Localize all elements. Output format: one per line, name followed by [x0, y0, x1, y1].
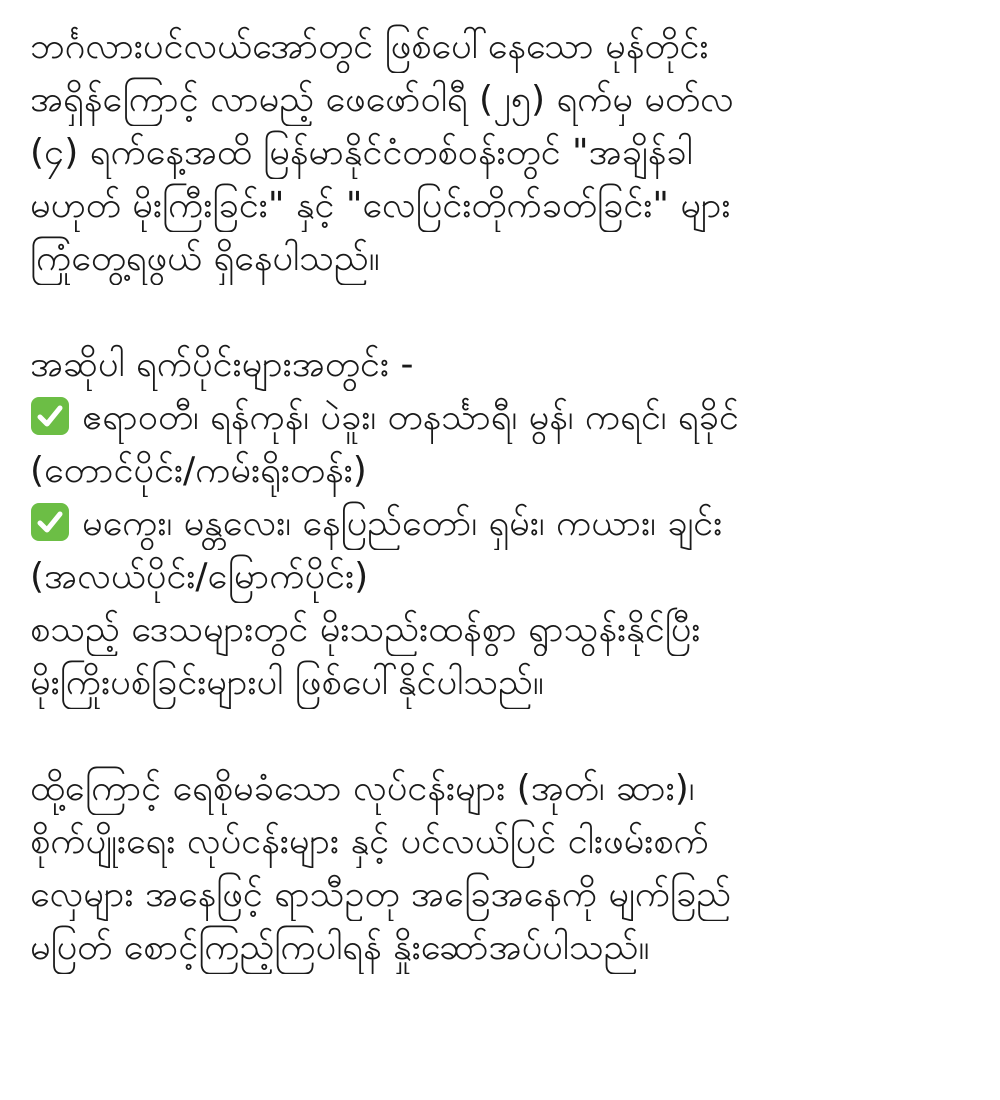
- paragraph-2-line-2: မိုးကြိုးပစ်ခြင်းများပါ ဖြစ်ပေါ်နိုင်ပါသည်။: [30, 662, 544, 703]
- region-area-north: (အလယ်ပိုင်း/မြောက်ပိုင်း): [30, 556, 369, 597]
- paragraph-spacer: [30, 709, 970, 762]
- paragraph-3-line-2: စိုက်ပျိုးရေး လုပ်ငန်းများ နှင့် ပင်လယ်ပြင် ငါးဖမ်းစက်: [30, 821, 709, 862]
- paragraph-1-line-2: အရှိန်ကြောင့် လာမည့် ဖေဖော်ဝါရီ (၂၅) ရက်မှ မတ်လ: [30, 79, 734, 120]
- paragraph-1-line-4: မဟုတ် မိုးကြီးခြင်း" နှင့် "လေပြင်းတိုက်ခတ်ခြင်း" များ: [30, 185, 731, 226]
- paragraph-spacer: [30, 285, 970, 338]
- paragraph-1-line-1: ဘင်္ဂလားပင်လယ်အော်တွင် ဖြစ်ပေါ်နေသော မုန်တိုင်း: [30, 26, 709, 67]
- region-area-south: (တောင်ပိုင်း/ကမ်းရိုးတန်း): [30, 450, 367, 491]
- paragraph-3-line-1: ထို့ကြောင့် ရေစိုမခံသော လုပ်ငန်းများ (အုတ်၊ ဆား)၊: [30, 768, 695, 809]
- paragraph-1-line-5: ကြုံတွေ့ရဖွယ် ရှိနေပါသည်။: [30, 238, 380, 279]
- region-group-north: [30, 497, 970, 550]
- paragraph-1-line-3: (၄) ရက်နေ့အထိ မြန်မာနိုင်ငံတစ်ဝန်းတွင် "အချိန်ခါ: [30, 132, 693, 173]
- region-list-north: မကွေး၊ မန္တလေး၊ နေပြည်တော်၊ ရှမ်း၊ ကယား၊ ချင်း: [82, 503, 723, 544]
- paragraph-3-line-4: မပြတ် စောင့်ကြည့်ကြပါရန် နှိုးဆော်အပ်ပါသည်။: [30, 927, 650, 968]
- regions-intro: အဆိုပါ ရက်ပိုင်းများအတွင်း -: [30, 344, 414, 385]
- paragraph-2-line-1: စသည့် ဒေသများတွင် မိုးသည်းထန်စွာ ရွာသွန်းနိုင်ပြီး: [30, 609, 701, 650]
- check-mark-icon: [30, 502, 70, 542]
- region-list-south: ဧရာဝတီ၊ ရန်ကုန်၊ ပဲခူး၊ တနင်္သာရီ၊ မွန်၊ ကရင်၊ ရခိုင်: [82, 397, 739, 438]
- region-group-south: [30, 391, 970, 444]
- check-mark-icon: [30, 396, 70, 436]
- paragraph-3-line-3: လှေများ အနေဖြင့် ရာသီဥတု အခြေအနေကို မျက်ခြည်: [30, 874, 732, 915]
